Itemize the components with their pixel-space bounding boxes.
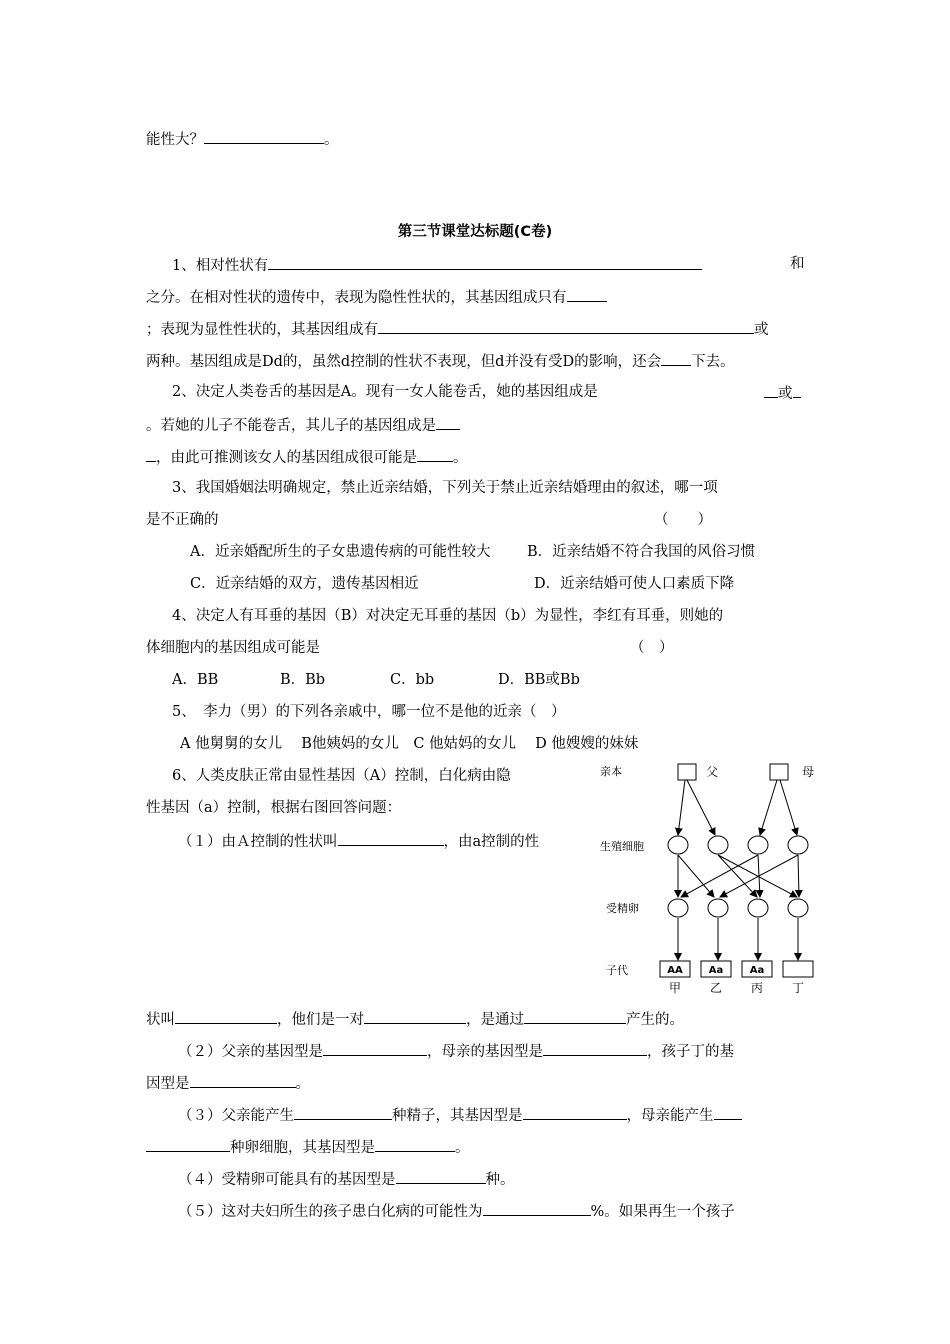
q1-line2: 之分。在相对性状的遗传中，表现为隐性性状的，其基因组成只有 — [146, 286, 607, 308]
q1-and: 和 — [790, 256, 805, 272]
father-label: 父 — [706, 765, 719, 779]
answer-blank[interactable] — [364, 1008, 466, 1024]
arrow — [687, 780, 715, 835]
answer-blank[interactable] — [338, 830, 444, 846]
genotype-label: Aa — [749, 965, 765, 976]
answer-blank[interactable] — [378, 318, 754, 334]
q4-option-c: C．bb — [390, 672, 435, 688]
q2-line3: ，由此可推测该女人的基因组成很可能是 。 — [146, 446, 468, 468]
answer-blank[interactable] — [436, 414, 460, 430]
answer-blank[interactable] — [146, 446, 156, 462]
q6-part1-line2: 状叫 ，他们是一对 ，是通过 产生的。 — [146, 1008, 684, 1030]
q6-part4: （４）受精卵可能具有的基因型是 种。 — [178, 1168, 515, 1190]
row-label-zygotes: 受精卵 — [606, 902, 639, 915]
answer-blank[interactable] — [543, 1040, 647, 1056]
answer-blank[interactable] — [714, 1104, 742, 1120]
q3-line1: 3、我国婚姻法明确规定，禁止近亲结婚，下列关于禁止近亲结婚理由的叙述，哪一项 — [172, 480, 718, 496]
q4-answer-paren[interactable]: （ ） — [630, 640, 674, 656]
father-box — [678, 764, 696, 780]
q4-line1: 4、决定人有耳垂的基因（B）对决定无耳垂的基因（b）为显性，李红有耳垂，则她的 — [172, 608, 724, 624]
gamete-cell — [788, 836, 808, 854]
q3-line2: 是不正确的 — [146, 512, 219, 528]
answer-blank[interactable] — [483, 1200, 591, 1216]
mother-box — [770, 764, 788, 780]
q2-line2: 。若她的儿子不能卷舌，其儿子的基因组成是 — [146, 414, 460, 436]
answer-blank[interactable] — [268, 254, 702, 270]
inheritance-diagram — [598, 758, 820, 998]
q1-line4: 两种。基因组成是Dd的，虽然d控制的性状不表现，但d并没有受D的影响，还会 下去。 — [146, 350, 735, 372]
q6-part5: （５）这对夫妇所生的孩子患白化病的可能性为 %。如果再生一个孩子 — [178, 1200, 735, 1222]
arrow — [678, 780, 685, 835]
answer-blank[interactable] — [764, 382, 778, 398]
genotype-label: AA — [667, 965, 683, 976]
answer-blank[interactable] — [204, 128, 324, 144]
zygote-cell — [748, 899, 768, 917]
offspring-box — [783, 961, 813, 977]
arrow — [718, 855, 797, 897]
answer-blank[interactable] — [417, 446, 453, 462]
q4-line2: 体细胞内的基因组成可能是 — [146, 640, 320, 656]
prev-question-end: 能性大？ 。 — [146, 128, 339, 150]
zygote-cell — [668, 899, 688, 917]
arrow — [720, 855, 798, 897]
q1-line3: ；表现为显性性状的，其基因组成有 或 — [146, 318, 769, 340]
row-label-parents: 亲本 — [600, 765, 622, 778]
q6-part1-line1: （１）由Ａ控制的性状叫 ，由a控制的性 — [178, 830, 539, 852]
arrow — [798, 855, 799, 897]
q6-line1: 6、人类皮肤正常由显性基因（A）控制，白化病由隐 — [172, 768, 511, 784]
q6-part3-line1: （３）父亲能产生 种精子，其基因型是 ，母亲能产生 — [178, 1104, 742, 1126]
answer-blank[interactable] — [396, 1168, 486, 1184]
zygote-cell — [708, 899, 728, 917]
answer-blank[interactable] — [323, 1040, 427, 1056]
arrow — [760, 780, 777, 835]
q3-option-b: B．近亲结婚不符合我国的风俗习惯 — [527, 544, 756, 560]
child-label: 甲 — [668, 981, 682, 995]
answer-blank[interactable] — [146, 1136, 230, 1152]
q3-answer-paren[interactable]: （ ） — [654, 512, 712, 528]
genotype-label: Aa — [708, 965, 724, 976]
arrow — [678, 855, 714, 897]
q2-line1: 2、决定人类卷舌的基因是A。现有一女人能卷舌，她的基因组成是 — [172, 384, 598, 400]
q4-option-d: D．BB或Bb — [498, 672, 580, 688]
gamete-cell — [668, 836, 688, 854]
row-label-offspring: 子代 — [606, 964, 628, 977]
arrow — [780, 780, 797, 835]
q4-option-a: A．BB — [172, 672, 219, 688]
answer-blank[interactable] — [294, 1104, 392, 1120]
q6-part2-line2: 因型是 。 — [146, 1072, 310, 1094]
answer-blank[interactable] — [661, 350, 691, 366]
arrow — [718, 855, 757, 897]
answer-blank[interactable] — [375, 1136, 455, 1152]
child-label: 丙 — [750, 981, 764, 995]
answer-blank[interactable] — [567, 286, 607, 302]
gamete-cell — [748, 836, 768, 854]
zygote-cell — [788, 899, 808, 917]
q3-option-d: D．近亲结婚可使人口素质下降 — [534, 576, 735, 592]
answer-blank[interactable] — [793, 382, 801, 398]
q5-line1: 5、 李力（男）的下列各亲戚中，哪一位不是他的近亲（ ） — [172, 704, 566, 720]
answer-blank[interactable] — [523, 1104, 627, 1120]
child-label: 乙 — [709, 981, 723, 995]
section-title: 第三节课堂达标题(C卷) — [397, 224, 553, 240]
child-label: 丁 — [791, 981, 805, 995]
gamete-cell — [708, 836, 728, 854]
q3-option-a: A．近亲婚配所生的子女患遗传病的可能性较大 — [190, 544, 491, 560]
q6-line2: 性基因（a）控制，根据右图回答问题： — [146, 800, 402, 816]
arrow — [681, 855, 758, 897]
q3-option-c: C．近亲结婚的双方，遗传基因相近 — [190, 576, 419, 592]
q5-options: A 他舅舅的女儿 B他姨妈的女儿 C 他姑妈的女儿 D 他嫂嫂的妹妹 — [180, 736, 639, 752]
row-label-gametes: 生殖细胞 — [600, 840, 644, 853]
q6-part3-line2: 种卵细胞，其基因型是 。 — [146, 1136, 470, 1158]
q1-line1: 1、相对性状有 — [172, 254, 702, 276]
answer-blank[interactable] — [175, 1008, 277, 1024]
q6-part2-line1: （２）父亲的基因型是 ，母亲的基因型是 ，孩子丁的基 — [178, 1040, 734, 1062]
answer-blank[interactable] — [524, 1008, 626, 1024]
mother-label: 母 — [802, 765, 815, 779]
q4-option-b: B．Bb — [280, 672, 326, 688]
answer-blank[interactable] — [190, 1072, 296, 1088]
q2-or: 或 — [764, 382, 801, 404]
